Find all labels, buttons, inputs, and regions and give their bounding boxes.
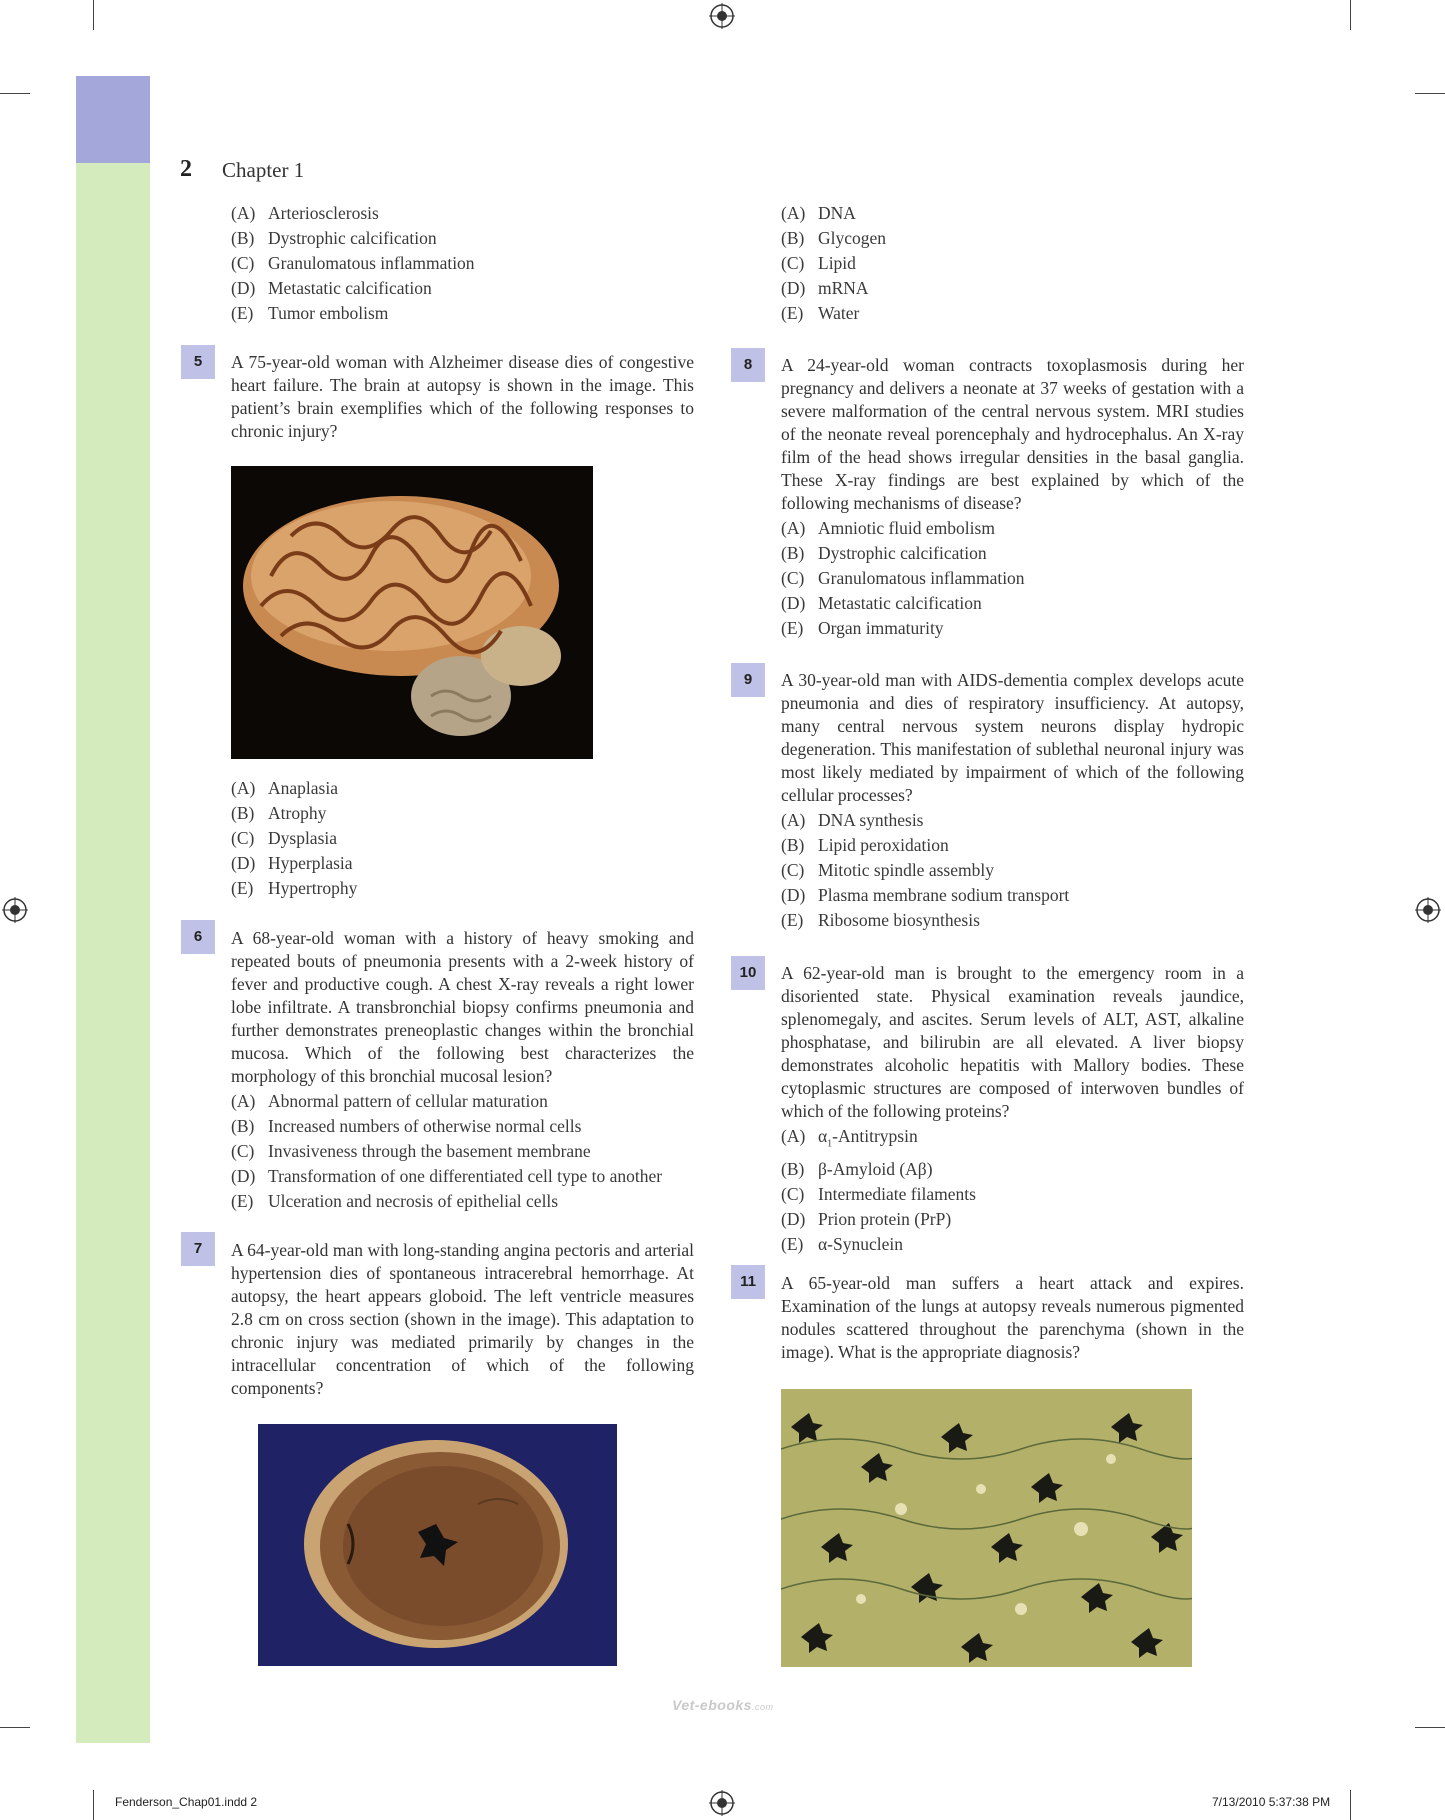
question-stem: A 68-year-old woman with a history of heavy smoking and repeated bouts of pneumonia presents with a 2-week history of fever and productive cough. A chest X-ray reveals a right lower lobe infiltrate. A transbronchial biopsy confirms pneumonia and further demonstrates preneoplastic changes within the bronchial mucosa. Which of the following best characterizes the morphology of this bronchial mucosal lesion? — [231, 928, 694, 1086]
chapter-title: Chapter 1 — [222, 158, 305, 182]
crop-mark — [1350, 1790, 1351, 1820]
option-item: (C) Granulomatous inflammation — [231, 253, 475, 273]
question-stem: A 30-year-old man with AIDS-dementia complex develops acute pneumonia and dies of respiratory insufficiency. At autopsy, many central nervous system neurons display hydropic degeneration. This manifestation of sublethal neuronal injury was most likely mediated by impairment of which of the following cellular processes? — [781, 670, 1244, 805]
crop-mark — [93, 0, 94, 30]
question-number-badge: 10 — [731, 956, 765, 990]
option-item: (C) Mitotic spindle assembly — [781, 860, 994, 880]
option-item: (D) Hyperplasia — [231, 853, 353, 873]
question-number-badge: 7 — [181, 1232, 215, 1266]
side-strip-green — [76, 163, 150, 1743]
option-item: (B) Lipid peroxidation — [781, 835, 949, 855]
option-item: (A) $\alpha_1$-Antitrypsin — [781, 1126, 918, 1150]
option-item: (B) β-Amyloid (Aβ) — [781, 1158, 933, 1179]
option-item: (A) Arteriosclerosis — [231, 203, 379, 223]
question-number-badge: 9 — [731, 663, 765, 697]
q7-options — [781, 201, 886, 326]
heart-cross-section-image — [258, 1424, 617, 1666]
crop-mark — [0, 93, 30, 94]
question-stem: A 24-year-old woman contracts toxoplasmosis during her pregnancy and delivers a neonate at 37 weeks of gestation with a severe malformation of the central nervous system. MRI studies of the neonate reveal porencephaly and hydrocephalus. An X-ray film of the head shows irregular densities in the basal ganglia. These X-ray findings are best explained by which of the following mechanisms of disease? — [781, 355, 1244, 513]
option-item: (A) DNA — [781, 203, 856, 223]
crop-mark — [1350, 0, 1351, 30]
option-item: (A) Abnormal pattern of cellular maturation — [231, 1091, 548, 1111]
page-number: 2 — [180, 156, 192, 182]
option-item: (B) Dystrophic calcification — [231, 228, 437, 248]
option-item: (E) α-Synuclein — [781, 1233, 903, 1254]
question-stem: A 65-year-old man suffers a heart attack and expires. Examination of the lungs at autopsy reveals numerous pigmented nodules scattered throughout the parenchyma (shown in the image). What is the appropriate diagnosis? — [781, 1273, 1244, 1362]
option-item: (E) Water — [781, 303, 860, 323]
crop-mark — [0, 1727, 30, 1728]
option-item: (E) Tumor embolism — [231, 303, 389, 323]
q8-options — [781, 516, 1025, 641]
registration-target-icon — [709, 1790, 735, 1816]
registration-target-icon — [1415, 897, 1441, 923]
crop-mark — [1415, 93, 1445, 94]
question-stem: A 75-year-old woman with Alzheimer disease dies of congestive heart failure. The brain at autopsy is shown in the image. This patient’s brain exemplifies which of the following responses to chronic injury? — [231, 352, 694, 441]
chapter-tab-blue — [76, 76, 150, 163]
question-number-badge: 5 — [181, 345, 215, 379]
option-item: (D) Metastatic calcification — [231, 278, 432, 298]
option-item: (B) Increased numbers of otherwise normal cells — [231, 1116, 582, 1136]
crop-mark — [1415, 1727, 1445, 1728]
crop-mark — [93, 1790, 94, 1820]
option-item: (C) Dysplasia — [231, 828, 338, 848]
option-item: (E) Ulceration and necrosis of epithelial cells — [231, 1191, 559, 1211]
watermark: Vet-ebooks.com — [672, 1697, 774, 1713]
option-item: (A) DNA synthesis — [781, 810, 924, 830]
q4-options — [231, 201, 475, 326]
registration-target-icon — [709, 3, 735, 29]
q5-options — [231, 776, 357, 901]
q10-options — [781, 1124, 976, 1257]
question-number-badge: 6 — [181, 920, 215, 954]
option-item: (D) Prion protein (PrP) — [781, 1208, 952, 1229]
question-stem: A 64-year-old man with long-standing angina pectoris and arterial hypertension dies of spontaneous intracerebral hemorrhage. At autopsy, the heart appears globoid. The left ventricle measures 2.8 cm on cross section (shown in the image). This adaptation to chronic injury was mediated primarily by changes in the intracellular concentration of which of the following components? — [231, 1240, 694, 1398]
option-item: (E) Hypertrophy — [231, 878, 358, 898]
option-item: (B) Glycogen — [781, 228, 887, 248]
brain-autopsy-image — [231, 466, 593, 759]
q6-options — [231, 1089, 662, 1214]
option-item: (A) Anaplasia — [231, 778, 338, 798]
footer-timestamp: 7/13/2010 5:37:38 PM — [1212, 1795, 1331, 1809]
footer-filename: Fenderson_Chap01.indd 2 — [115, 1795, 258, 1809]
question-number-badge: 8 — [731, 348, 765, 382]
option-item: (C) Granulomatous inflammation — [781, 568, 1025, 588]
question-number-badge: 11 — [731, 1265, 765, 1299]
option-item: (D) Transformation of one differentiated cell type to another — [231, 1166, 663, 1186]
option-item: (C) Intermediate filaments — [781, 1183, 976, 1204]
option-item: (D) Plasma membrane sodium transport — [781, 885, 1070, 905]
option-item: (B) Atrophy — [231, 803, 327, 823]
option-item: (C) Lipid — [781, 253, 856, 273]
option-item: (A) Amniotic fluid embolism — [781, 518, 995, 538]
option-item: (B) Dystrophic calcification — [781, 543, 987, 563]
lung-pigmented-nodules-image — [781, 1389, 1192, 1667]
option-item: (E) Organ immaturity — [781, 618, 944, 638]
option-item: (C) Invasiveness through the basement membrane — [231, 1141, 591, 1161]
option-item: (E) Ribosome biosynthesis — [781, 910, 980, 930]
option-item: (D) Metastatic calcification — [781, 593, 982, 613]
registration-target-icon — [2, 897, 28, 923]
q9-options — [781, 808, 1069, 933]
question-stem: A 62-year-old man is brought to the emergency room in a disoriented state. Physical examination reveals jaundice, splenomegaly, and ascites. Serum levels of ALT, AST, alkaline phosphatase, and bilirubin are all elevated. A liver biopsy demonstrates alcoholic hepatitis with Mallory bodies. These cytoplasmic structures are composed of interwoven bundles of which of the following proteins? — [781, 963, 1244, 1121]
option-item: (D) mRNA — [781, 278, 869, 298]
